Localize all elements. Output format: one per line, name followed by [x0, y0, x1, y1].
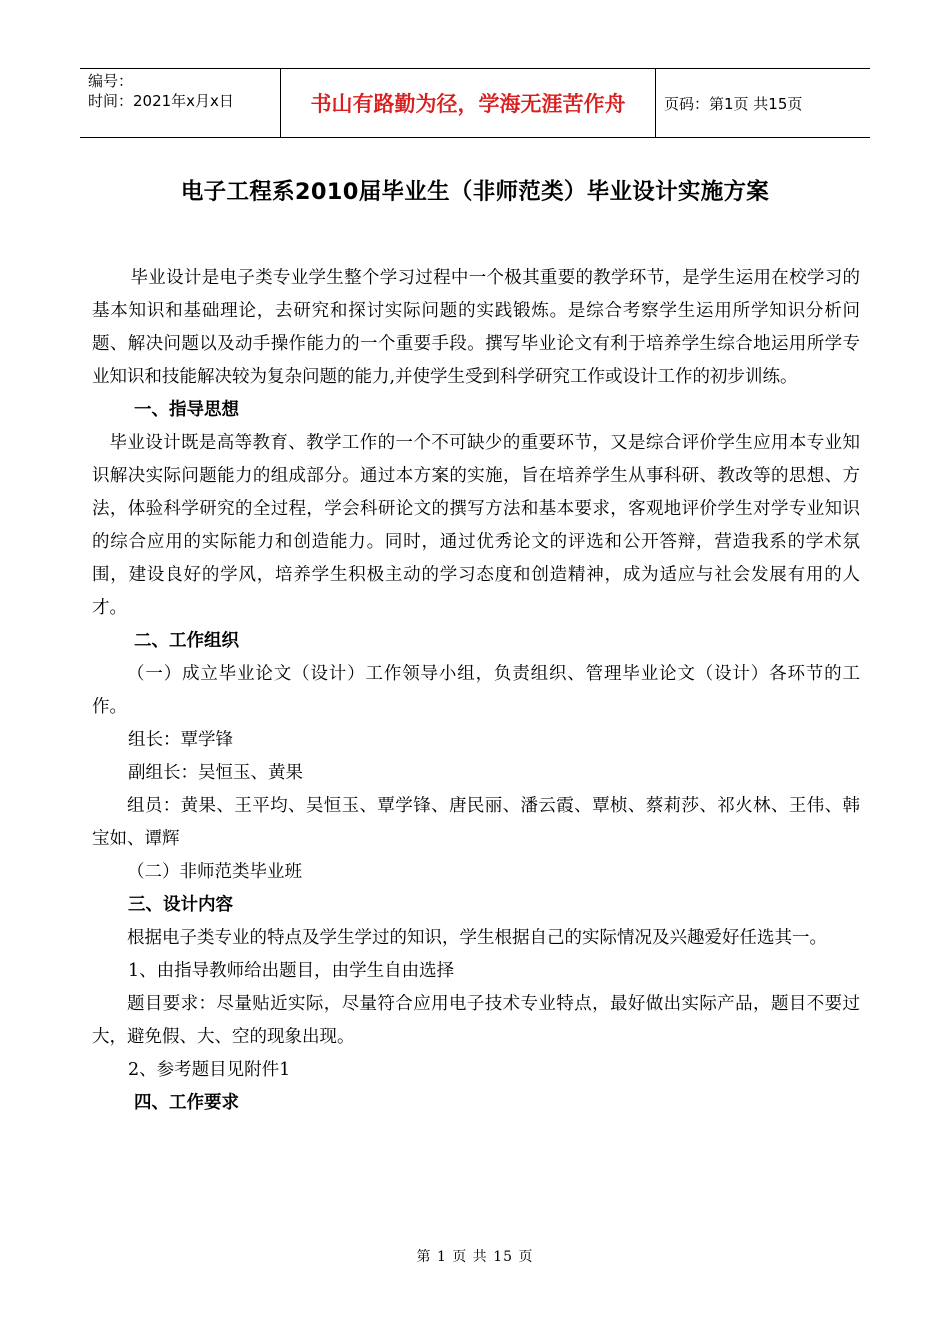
members-paragraph: 组员：黄果、王平均、吴恒玉、覃学锋、唐民丽、潘云霞、覃桢、蔡莉莎、祁火林、王伟、韩宝如、谭辉	[92, 796, 860, 849]
section-heading-2: 二、工作组织	[134, 631, 239, 651]
content-paragraph: 根据电子类专业的特点及学生学过的知识，学生根据自己的实际情况及兴趣爱好任选其一。	[127, 928, 827, 948]
page-footer: 第 1 页 共 15 页	[416, 1249, 534, 1265]
topic-requirements: 题目要求：尽量贴近实际，尽量符合应用电子技术专业特点，最好做出实际产品，题目不要过大，避免假、大、空的现象出现。	[92, 994, 860, 1047]
document-title: 电子工程系2010届毕业生（非师范类）毕业设计实施方案	[180, 179, 770, 205]
document-header	[80, 68, 870, 138]
header-meta	[80, 69, 280, 137]
section-heading-4: 四、工作要求	[134, 1093, 239, 1113]
time-label: 时间：2021年x月x日	[88, 92, 234, 110]
class-line: （二）非师范类毕业班	[127, 862, 302, 882]
header-page-info: 页码：第1页 共15页	[664, 94, 803, 113]
leader-line: 组长：覃学锋	[128, 730, 233, 750]
document-body	[92, 262, 860, 1120]
guiding-paragraph: 毕业设计既是高等教育、教学工作的一个不可缺少的重要环节，又是综合评价学生应用本专业知识解决实际问题能力的组成部分。通过本方案的实施，旨在培养学生从事科研、教改等的思想、方法，体验科学研究的全过程，学会科研论文的撰写方法和基本要求，客观地评价学生对学专业知识的综合应用的实际能力和创造能力。同时，通过优秀论文的评选和公开答辩，营造我系的学术氛围，建设良好的学风，培养学生积极主动的学习态度和创造精神，成为适应与社会发展有用的人才。	[92, 433, 860, 618]
section-heading-3: 三、设计内容	[128, 895, 233, 915]
header-motto: 书山有路勤为径，学海无涯苦作舟	[280, 69, 656, 137]
number-label: 编号：	[88, 72, 134, 90]
topic-item-1: 1、由指导教师给出题目，由学生自由选择	[128, 961, 455, 981]
vice-leader-line: 副组长：吴恒玉、黄果	[128, 763, 303, 783]
intro-paragraph: 毕业设计是电子类专业学生整个学习过程中一个极其重要的教学环节，是学生运用在校学习的基本知识和基础理论，去研究和探讨实际问题的实践锻炼。是综合考察学生运用所学知识分析问题、解决问题以及动手操作能力的一个重要手段。撰写毕业论文有利于培养学生综合地运用所学专业知识和技能解决较为复杂问题的能力,并使学生受到科学研究工作或设计工作的初步训练。	[92, 268, 860, 387]
section-heading-1: 一、指导思想	[134, 400, 239, 420]
organization-paragraph: （一）成立毕业论文（设计）工作领导小组，负责组织、管理毕业论文（设计）各环节的工作。	[92, 664, 860, 717]
topic-item-2: 2、参考题目见附件1	[128, 1060, 291, 1080]
